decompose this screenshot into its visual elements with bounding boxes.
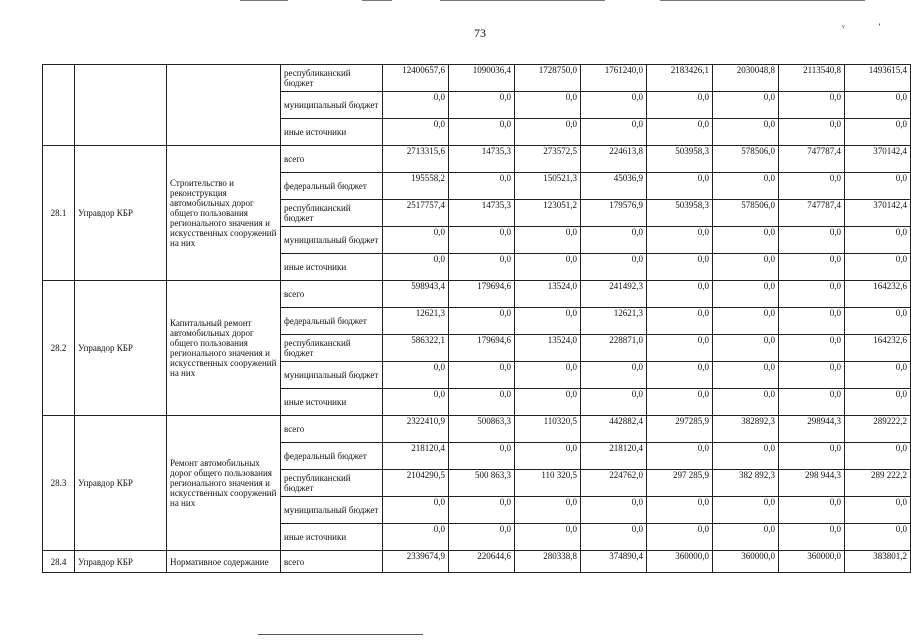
amount-cell: 0,0 xyxy=(713,281,779,308)
amount-cell: 220644,6 xyxy=(449,551,515,573)
amount-cell: 0,0 xyxy=(449,119,515,146)
amount-cell: 298944,3 xyxy=(779,416,845,443)
amount-cell: 45036,9 xyxy=(581,173,647,200)
amount-cell: 0,0 xyxy=(845,92,911,119)
amount-cell: 0,0 xyxy=(515,254,581,281)
header-rule-4 xyxy=(660,0,865,1)
amount-cell: 0,0 xyxy=(647,497,713,524)
funding-source: федеральный бюджет xyxy=(281,173,383,200)
amount-cell: 503958,3 xyxy=(647,146,713,173)
amount-cell: 297285,9 xyxy=(647,416,713,443)
activity-description: Ремонт автомобильных дорог общего пользования регионального значения и искусственных сооружений на них xyxy=(167,416,281,551)
amount-cell: 0,0 xyxy=(449,227,515,254)
funding-source: республиканский бюджет xyxy=(281,200,383,227)
amount-cell: 195558,2 xyxy=(383,173,449,200)
code-cell xyxy=(43,65,75,146)
amount-cell: 0,0 xyxy=(581,362,647,389)
amount-cell: 0,0 xyxy=(647,335,713,362)
footer-rule xyxy=(258,634,423,635)
amount-cell: 0,0 xyxy=(581,119,647,146)
funding-source: всего xyxy=(281,416,383,443)
amount-cell: 382 892,3 xyxy=(713,470,779,497)
amount-cell: 0,0 xyxy=(449,497,515,524)
amount-cell: 0,0 xyxy=(581,92,647,119)
amount-cell: 500 863,3 xyxy=(449,470,515,497)
amount-cell: 0,0 xyxy=(581,497,647,524)
amount-cell: 578506,0 xyxy=(713,200,779,227)
amount-cell: 289 222,2 xyxy=(845,470,911,497)
amount-cell: 382892,3 xyxy=(713,416,779,443)
amount-cell: 0,0 xyxy=(647,92,713,119)
amount-cell: 150521,3 xyxy=(515,173,581,200)
amount-cell: 2104290,5 xyxy=(383,470,449,497)
amount-cell: 0,0 xyxy=(779,254,845,281)
amount-cell: 1090036,4 xyxy=(449,65,515,92)
amount-cell: 2713315,6 xyxy=(383,146,449,173)
item-code: 28.4 xyxy=(43,551,75,573)
funding-source: республиканский бюджет xyxy=(281,470,383,497)
amount-cell: 0,0 xyxy=(845,254,911,281)
amount-cell: 13524,0 xyxy=(515,281,581,308)
funding-source: федеральный бюджет xyxy=(281,308,383,335)
amount-cell: 0,0 xyxy=(449,173,515,200)
amount-cell: 0,0 xyxy=(713,92,779,119)
amount-cell: 442882,4 xyxy=(581,416,647,443)
amount-cell: 0,0 xyxy=(713,119,779,146)
amount-cell: 0,0 xyxy=(647,524,713,551)
amount-cell: 123051,2 xyxy=(515,200,581,227)
amount-cell: 0,0 xyxy=(779,443,845,470)
funding-source: всего xyxy=(281,146,383,173)
funding-source: муниципальный бюджет xyxy=(281,92,383,119)
amount-cell: 503958,3 xyxy=(647,200,713,227)
header-rule-2 xyxy=(362,0,392,1)
funding-source: муниципальный бюджет xyxy=(281,362,383,389)
amount-cell: 0,0 xyxy=(845,227,911,254)
amount-cell: 0,0 xyxy=(845,389,911,416)
table-row xyxy=(43,65,911,92)
amount-cell: 0,0 xyxy=(449,92,515,119)
amount-cell: 0,0 xyxy=(383,362,449,389)
amount-cell: 0,0 xyxy=(845,443,911,470)
amount-cell: 273572,5 xyxy=(515,146,581,173)
amount-cell: 0,0 xyxy=(647,443,713,470)
amount-cell: 0,0 xyxy=(779,308,845,335)
amount-cell: 0,0 xyxy=(647,389,713,416)
amount-cell: 0,0 xyxy=(713,308,779,335)
amount-cell: 297 285,9 xyxy=(647,470,713,497)
funding-source: муниципальный бюджет xyxy=(281,497,383,524)
amount-cell: 0,0 xyxy=(581,524,647,551)
amount-cell: 0,0 xyxy=(515,524,581,551)
amount-cell: 0,0 xyxy=(713,227,779,254)
amount-cell: 370142,4 xyxy=(845,146,911,173)
amount-cell: 0,0 xyxy=(515,119,581,146)
amount-cell: 13524,0 xyxy=(515,335,581,362)
amount-cell: 241492,3 xyxy=(581,281,647,308)
amount-cell: 0,0 xyxy=(515,92,581,119)
amount-cell: 0,0 xyxy=(647,308,713,335)
funding-source: иные источники xyxy=(281,254,383,281)
budget-table xyxy=(42,64,911,573)
funding-source: иные источники xyxy=(281,389,383,416)
amount-cell: 0,0 xyxy=(713,497,779,524)
amount-cell: 0,0 xyxy=(713,173,779,200)
amount-cell: 0,0 xyxy=(713,254,779,281)
amount-cell: 360000,0 xyxy=(713,551,779,573)
amount-cell: 0,0 xyxy=(383,227,449,254)
funding-source: всего xyxy=(281,281,383,308)
activity-description: Нормативное содержание xyxy=(167,551,281,573)
table-body xyxy=(43,65,911,573)
funding-source: федеральный бюджет xyxy=(281,443,383,470)
item-code: 28.1 xyxy=(43,146,75,281)
amount-cell: 289222,2 xyxy=(845,416,911,443)
amount-cell: 0,0 xyxy=(383,92,449,119)
amount-cell: 179694,6 xyxy=(449,335,515,362)
amount-cell: 0,0 xyxy=(383,119,449,146)
amount-cell: 179694,6 xyxy=(449,281,515,308)
amount-cell: 0,0 xyxy=(515,389,581,416)
amount-cell: 1493615,4 xyxy=(845,65,911,92)
funding-source: иные источники xyxy=(281,524,383,551)
amount-cell: 0,0 xyxy=(515,308,581,335)
amount-cell: 1728750,0 xyxy=(515,65,581,92)
funding-source: всего xyxy=(281,551,383,573)
page-number: 73 xyxy=(474,26,486,40)
amount-cell: 0,0 xyxy=(647,281,713,308)
amount-cell: 0,0 xyxy=(383,497,449,524)
table-row xyxy=(43,416,911,443)
amount-cell: 0,0 xyxy=(515,497,581,524)
amount-cell: 110 320,5 xyxy=(515,470,581,497)
amount-cell: 2339674,9 xyxy=(383,551,449,573)
activity-description: Капитальный ремонт автомобильных дорог общего пользования регионального значения и искусственных сооружений на них xyxy=(167,281,281,416)
amount-cell: 228871,0 xyxy=(581,335,647,362)
amount-cell: 0,0 xyxy=(779,119,845,146)
header-rule-1 xyxy=(240,0,288,1)
item-code: 28.2 xyxy=(43,281,75,416)
funding-source: иные источники xyxy=(281,119,383,146)
amount-cell: 0,0 xyxy=(779,362,845,389)
description-cell xyxy=(167,65,281,146)
amount-cell: 179576,9 xyxy=(581,200,647,227)
amount-cell: 598943,4 xyxy=(383,281,449,308)
executor-name: Управдор КБР xyxy=(75,551,167,573)
amount-cell: 0,0 xyxy=(449,362,515,389)
amount-cell: 0,0 xyxy=(779,173,845,200)
amount-cell: 0,0 xyxy=(647,173,713,200)
amount-cell: 14735,3 xyxy=(449,200,515,227)
amount-cell: 0,0 xyxy=(779,497,845,524)
amount-cell: 747787,4 xyxy=(779,200,845,227)
amount-cell: 500863,3 xyxy=(449,416,515,443)
amount-cell: 0,0 xyxy=(515,362,581,389)
table-row xyxy=(43,551,911,573)
amount-cell: 0,0 xyxy=(713,389,779,416)
amount-cell: 0,0 xyxy=(383,524,449,551)
item-code: 28.3 xyxy=(43,416,75,551)
amount-cell: 1761240,0 xyxy=(581,65,647,92)
scan-mark-2: ʼ xyxy=(878,22,881,32)
amount-cell: 0,0 xyxy=(647,227,713,254)
amount-cell: 0,0 xyxy=(515,443,581,470)
amount-cell: 0,0 xyxy=(713,335,779,362)
amount-cell: 224762,0 xyxy=(581,470,647,497)
funding-source: республиканский бюджет xyxy=(281,335,383,362)
amount-cell: 218120,4 xyxy=(581,443,647,470)
table-row xyxy=(43,281,911,308)
amount-cell: 12400657,6 xyxy=(383,65,449,92)
amount-cell: 0,0 xyxy=(449,308,515,335)
amount-cell: 2517757,4 xyxy=(383,200,449,227)
amount-cell: 164232,6 xyxy=(845,281,911,308)
executor-name: Управдор КБР xyxy=(75,281,167,416)
amount-cell: 0,0 xyxy=(713,443,779,470)
executor-cell xyxy=(75,65,167,146)
amount-cell: 2030048,8 xyxy=(713,65,779,92)
amount-cell: 0,0 xyxy=(845,119,911,146)
amount-cell: 360000,0 xyxy=(779,551,845,573)
executor-name: Управдор КБР xyxy=(75,416,167,551)
amount-cell: 14735,3 xyxy=(449,146,515,173)
scan-mark-1: ᵞ xyxy=(842,22,845,32)
amount-cell: 0,0 xyxy=(713,362,779,389)
amount-cell: 2113540,8 xyxy=(779,65,845,92)
amount-cell: 12621,3 xyxy=(383,308,449,335)
amount-cell: 0,0 xyxy=(845,362,911,389)
amount-cell: 0,0 xyxy=(449,524,515,551)
amount-cell: 110320,5 xyxy=(515,416,581,443)
amount-cell: 0,0 xyxy=(647,119,713,146)
amount-cell: 0,0 xyxy=(449,389,515,416)
amount-cell: 578506,0 xyxy=(713,146,779,173)
amount-cell: 0,0 xyxy=(449,254,515,281)
amount-cell: 0,0 xyxy=(779,335,845,362)
amount-cell: 0,0 xyxy=(581,227,647,254)
amount-cell: 0,0 xyxy=(779,92,845,119)
amount-cell: 0,0 xyxy=(383,389,449,416)
amount-cell: 586322,1 xyxy=(383,335,449,362)
amount-cell: 0,0 xyxy=(647,362,713,389)
header-rule-3 xyxy=(440,0,605,1)
amount-cell: 0,0 xyxy=(845,497,911,524)
amount-cell: 0,0 xyxy=(581,389,647,416)
amount-cell: 0,0 xyxy=(515,227,581,254)
amount-cell: 0,0 xyxy=(779,227,845,254)
amount-cell: 0,0 xyxy=(383,254,449,281)
amount-cell: 360000,0 xyxy=(647,551,713,573)
funding-source: республиканский бюджет xyxy=(281,65,383,92)
activity-description: Строительство и реконструкция автомобильных дорог общего пользования регионального значения и искусственных сооружений на них xyxy=(167,146,281,281)
amount-cell: 0,0 xyxy=(779,389,845,416)
amount-cell: 0,0 xyxy=(581,254,647,281)
amount-cell: 0,0 xyxy=(845,173,911,200)
amount-cell: 164232,6 xyxy=(845,335,911,362)
amount-cell: 0,0 xyxy=(449,443,515,470)
amount-cell: 0,0 xyxy=(845,308,911,335)
amount-cell: 374890,4 xyxy=(581,551,647,573)
amount-cell: 280338,8 xyxy=(515,551,581,573)
amount-cell: 298 944,3 xyxy=(779,470,845,497)
executor-name: Управдор КБР xyxy=(75,146,167,281)
amount-cell: 0,0 xyxy=(779,524,845,551)
table-row xyxy=(43,146,911,173)
amount-cell: 747787,4 xyxy=(779,146,845,173)
amount-cell: 383801,2 xyxy=(845,551,911,573)
amount-cell: 0,0 xyxy=(779,281,845,308)
amount-cell: 0,0 xyxy=(845,524,911,551)
amount-cell: 0,0 xyxy=(713,524,779,551)
amount-cell: 2183426,1 xyxy=(647,65,713,92)
amount-cell: 218120,4 xyxy=(383,443,449,470)
amount-cell: 2322410,9 xyxy=(383,416,449,443)
amount-cell: 370142,4 xyxy=(845,200,911,227)
funding-source: муниципальный бюджет xyxy=(281,227,383,254)
amount-cell: 224613,8 xyxy=(581,146,647,173)
amount-cell: 0,0 xyxy=(647,254,713,281)
amount-cell: 12621,3 xyxy=(581,308,647,335)
